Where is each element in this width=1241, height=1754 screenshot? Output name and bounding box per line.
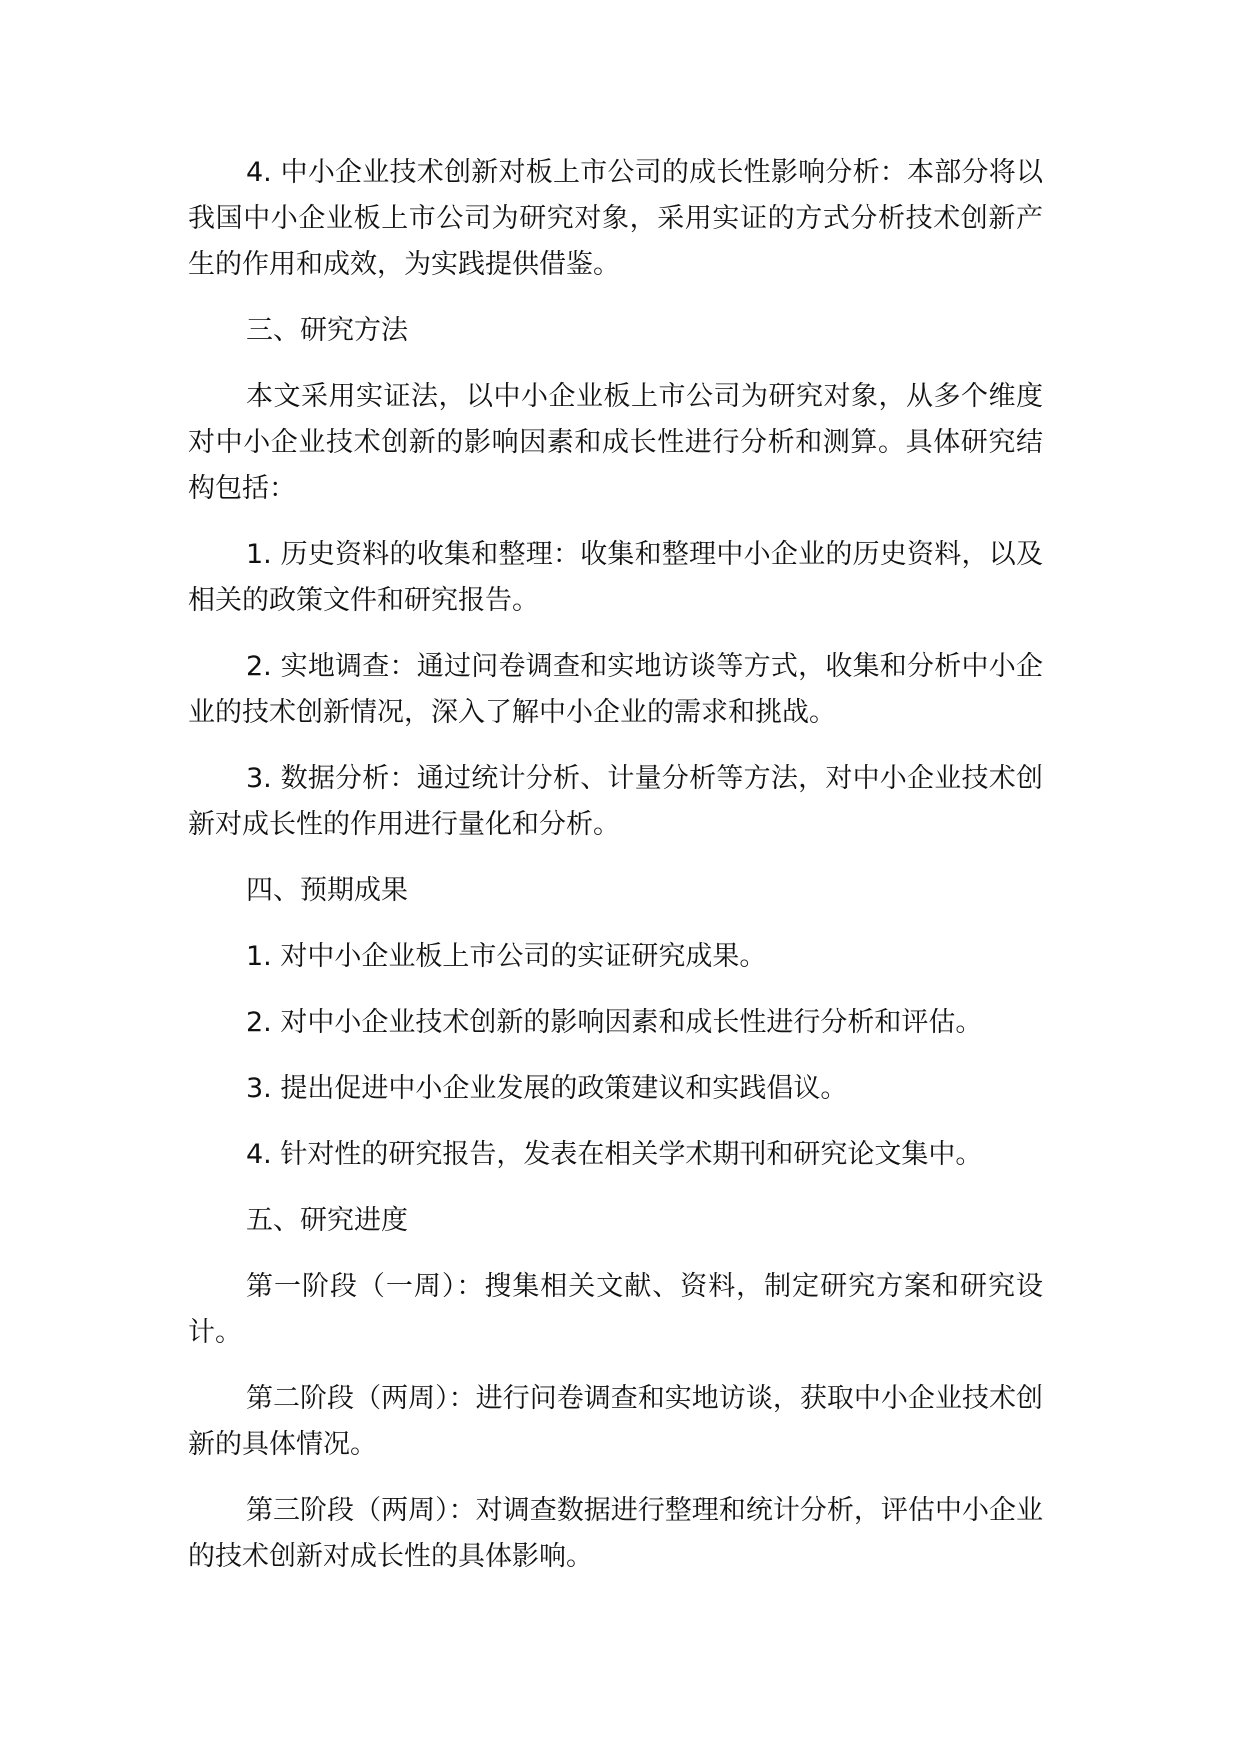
paragraph-schedule-stage-3: 第三阶段（两周）：对调查数据进行整理和统计分析，评估中小企业的技术创新对成长性的具体影响。 (188, 1495, 1043, 1572)
paragraph-result-item-1: 1. 对中小企业板上市公司的实证研究成果。 (246, 941, 767, 972)
paragraph-result-item-3: 3. 提出促进中小企业发展的政策建议和实践倡议。 (246, 1073, 848, 1104)
document-body (188, 150, 1043, 1600)
section-heading-research-methods: 三、研究方法 (246, 315, 408, 346)
paragraph-method-item-1: 1. 历史资料的收集和整理：收集和整理中小企业的历史资料，以及相关的政策文件和研究报告。 (188, 539, 1043, 616)
paragraph-schedule-stage-2: 第二阶段（两周）：进行问卷调查和实地访谈，获取中小企业技术创新的具体情况。 (188, 1383, 1043, 1460)
section-heading-expected-results: 四、预期成果 (246, 875, 408, 906)
paragraph-analysis-item-4: 4. 中小企业技术创新对板上市公司的成长性影响分析：本部分将以我国中小企业板上市公司为研究对象，采用实证的方式分析技术创新产生的作用和成效，为实践提供借鉴。 (188, 157, 1043, 280)
paragraph-schedule-stage-1: 第一阶段（一周）：搜集相关文献、资料，制定研究方案和研究设计。 (188, 1271, 1043, 1348)
paragraph-methods-intro: 本文采用实证法，以中小企业板上市公司为研究对象，从多个维度对中小企业技术创新的影响因素和成长性进行分析和测算。具体研究结构包括： (188, 381, 1043, 504)
paragraph-method-item-2: 2. 实地调查：通过问卷调查和实地访谈等方式，收集和分析中小企业的技术创新情况，深入了解中小企业的需求和挑战。 (188, 651, 1043, 728)
paragraph-result-item-4: 4. 针对性的研究报告，发表在相关学术期刊和研究论文集中。 (246, 1139, 983, 1170)
section-heading-research-schedule: 五、研究进度 (246, 1205, 408, 1236)
paragraph-result-item-2: 2. 对中小企业技术创新的影响因素和成长性进行分析和评估。 (246, 1007, 983, 1038)
paragraph-method-item-3: 3. 数据分析：通过统计分析、计量分析等方法，对中小企业技术创新对成长性的作用进行量化和分析。 (188, 763, 1043, 840)
